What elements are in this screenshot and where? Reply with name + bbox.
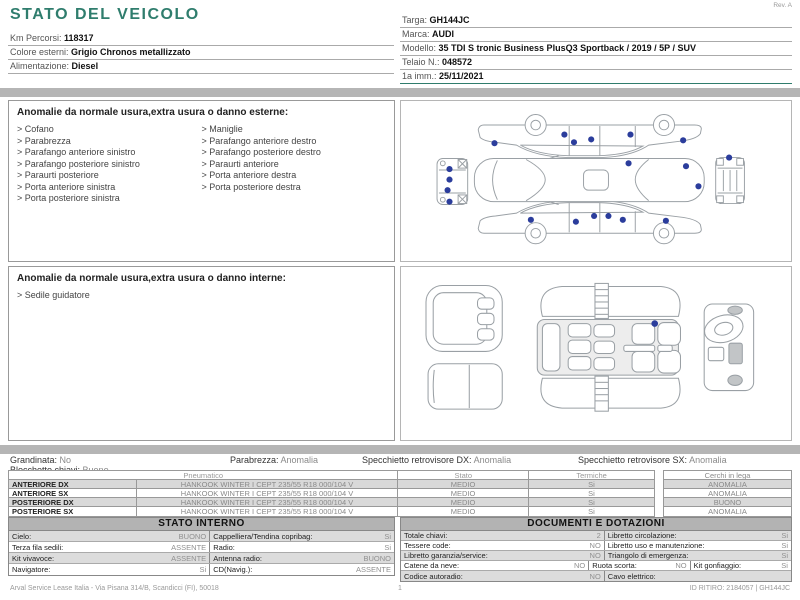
exterior-anomaly-item: > Paraurti anteriore (202, 159, 387, 171)
damage-marker-dot (695, 183, 701, 189)
field-label: Telaio N.: (402, 57, 443, 67)
damage-marker-dot (663, 218, 669, 224)
field-label: Alimentazione: (10, 61, 72, 71)
damage-marker-dot (571, 139, 577, 145)
damage-marker-dot (625, 160, 631, 166)
exterior-anomaly-item: > Parafango anteriore destro (202, 136, 387, 148)
alloy-wheel-row (664, 489, 791, 498)
tire-cell: POSTERIORE SX (9, 507, 137, 516)
documenti-row (401, 571, 791, 581)
field-prima-immatricolazione (400, 70, 792, 84)
car-front-view (437, 159, 468, 205)
tire-cell: ANTERIORE DX (9, 480, 137, 488)
summary-value: Anomalia (280, 455, 319, 465)
field-label: Targa: (402, 15, 430, 25)
interior-anomalies-panel (8, 266, 395, 441)
info-cell (690, 561, 791, 570)
info-value: BUONO (363, 553, 391, 563)
info-label: Terza fila sedili: (12, 542, 64, 552)
alloy-wheel-cell: BUONO (713, 498, 742, 506)
info-cell (9, 531, 209, 541)
info-label: Cappelliera/Tendina copribag: (213, 531, 313, 541)
damage-marker-dot (620, 217, 626, 223)
field-value: 118317 (64, 33, 94, 43)
rear-bench-view (426, 285, 502, 351)
exterior-anomaly-item: > Parabrezza (17, 136, 202, 148)
info-label: Triangolo di emergenza: (607, 551, 689, 560)
tire-header-cerchi: Cerchi in lega (704, 471, 751, 479)
exterior-damage-diagram-panel (400, 100, 792, 262)
info-label: Catene da neve: (404, 561, 460, 570)
info-label: Tessere code: (404, 541, 451, 550)
exterior-anomaly-item: > Maniglie (202, 124, 387, 136)
info-label: Kit vivavoce: (12, 553, 55, 563)
info-cell (401, 571, 604, 581)
car-top-view (474, 156, 704, 205)
footer-company: Arval Service Lease Italia - Via Pisana 314/B, Scandicci (FI), 50018 (10, 585, 219, 592)
summary-value: Anomalia (473, 455, 512, 465)
info-value: Si (384, 542, 391, 552)
info-value: NO (573, 561, 586, 570)
field-label: Colore esterni: (10, 47, 72, 57)
info-label: Libretto uso e manutenzione: (607, 541, 705, 550)
tire-cell: HANKOOK WINTER I CEPT 235/55 R18 000/104 V (137, 507, 398, 516)
documenti-row (401, 531, 791, 541)
tire-cell: MEDIO (398, 480, 529, 488)
exterior-anomalies-title: Anomalie da normale usura,extra usura o danno esterne: (17, 107, 289, 118)
info-label: Totale chiavi: (404, 531, 448, 540)
summary-label: Grandinata: (10, 455, 60, 465)
cabin-view (537, 283, 680, 411)
page-title: STATO DEL VEICOLO (10, 6, 200, 23)
info-value: 2 (596, 531, 601, 540)
info-cell (604, 531, 791, 540)
info-cell (209, 553, 394, 563)
exterior-anomalies-right-column (202, 124, 387, 205)
field-value: 35 TDI S tronic Business PlusQ3 Sportback / 2019 / 5P / SUV (438, 43, 696, 53)
field-colore-esterni (8, 46, 394, 60)
trunk-view (428, 364, 502, 409)
field-value: GH144JC (429, 15, 470, 25)
damage-marker-dot (446, 177, 452, 183)
damage-marker-dot (680, 137, 686, 143)
damage-marker-dot (591, 213, 597, 219)
alloy-wheel-cell: ANOMALIA (708, 480, 747, 488)
tire-table (8, 470, 655, 517)
info-cell (401, 561, 588, 570)
info-label: Cielo: (12, 531, 32, 541)
separator-bar (0, 445, 800, 454)
car-side-view-top (478, 114, 701, 157)
field-label: 1a imm.: (402, 71, 440, 81)
info-value: Si (781, 541, 788, 550)
info-label: Cavo elettrico: (607, 571, 656, 581)
info-label: Libretto garanzia/service: (404, 551, 488, 560)
info-cell (401, 551, 604, 560)
exterior-anomalies-panel (8, 100, 395, 262)
info-cell (9, 564, 209, 575)
info-label: CD(Navig.): (213, 565, 253, 574)
exterior-anomaly-item: > Paraurti posteriore (17, 170, 202, 182)
alloy-wheel-row (664, 507, 791, 516)
info-value: Si (781, 551, 788, 560)
info-value: Si (384, 531, 391, 541)
field-alimentazione (8, 60, 394, 74)
exterior-anomalies-lists (17, 124, 386, 205)
info-cell (604, 571, 791, 581)
alloy-wheel-cell: ANOMALIA (708, 507, 747, 516)
exterior-anomaly-item: > Porta posteriore destra (202, 182, 387, 194)
tire-row (9, 498, 654, 507)
summary-specchietto-sx (578, 455, 727, 465)
info-label: Kit gonfiaggio: (693, 561, 742, 570)
info-value: ASSENTE (171, 542, 207, 552)
info-value: ASSENTE (355, 565, 391, 574)
field-targa (400, 14, 792, 28)
info-value: NO (675, 561, 687, 570)
info-label: Libretto circolazione: (607, 531, 677, 540)
tire-cell: MEDIO (398, 489, 529, 497)
damage-marker-dot (726, 155, 732, 161)
field-label: Km Percorsi: (10, 33, 65, 43)
info-value: BUONO (178, 531, 207, 541)
info-cell (209, 564, 394, 575)
info-cell (604, 541, 791, 550)
dashboard-view (701, 304, 753, 391)
documenti-dotazioni-title: DOCUMENTI E DOTAZIONI (401, 518, 791, 531)
info-cell (9, 553, 209, 563)
separator-bar (0, 88, 800, 97)
tire-header-stato: Stato (398, 471, 529, 479)
exterior-anomaly-item: > Parafango posteriore sinistro (17, 159, 202, 171)
field-value: Diesel (71, 61, 99, 71)
info-cell (401, 541, 604, 550)
info-value: ASSENTE (171, 553, 207, 563)
field-modello (400, 42, 792, 56)
revision-label: Rev. A (773, 2, 792, 9)
info-value: Si (781, 531, 788, 540)
tire-cell: Si (588, 507, 595, 516)
footer (0, 585, 800, 597)
field-value: 048572 (442, 57, 473, 67)
alloy-wheel-row (664, 498, 791, 507)
header-right (400, 2, 792, 84)
info-value: Si (199, 565, 207, 574)
info-value: NO (589, 551, 601, 560)
damage-marker-dot (588, 136, 594, 142)
header-left (8, 6, 394, 74)
stato-interno-table (8, 517, 395, 576)
field-marca (400, 28, 792, 42)
interior-damage-diagram-panel (400, 266, 792, 441)
stato-interno-row (9, 542, 394, 553)
exterior-anomaly-item: > Cofano (17, 124, 202, 136)
info-label: Antenna radio: (213, 553, 262, 563)
summary-specchietto-dx (362, 455, 511, 465)
interior-anomalies-list (17, 290, 202, 302)
interior-anomalies-title: Anomalie da normale usura,extra usura o danno interne: (17, 273, 286, 284)
info-label: Radio: (213, 542, 235, 552)
summary-label: Specchietto retrovisore SX: (578, 455, 690, 465)
car-rear-view (716, 158, 745, 204)
tire-cell: Si (588, 480, 595, 488)
stato-interno-row (9, 553, 394, 564)
exterior-anomalies-left-column (17, 124, 202, 205)
tire-cell: Si (588, 498, 595, 506)
damage-marker-dot (573, 219, 579, 225)
documenti-dotazioni-table (400, 517, 792, 582)
info-value: NO (589, 541, 601, 550)
field-label: Modello: (402, 43, 439, 53)
field-label: Marca: (402, 29, 433, 39)
info-label: Navigatore: (12, 565, 51, 574)
car-interior-diagram (402, 269, 790, 439)
damage-marker-dot (627, 132, 633, 138)
tire-row (9, 507, 654, 516)
documenti-row (401, 551, 791, 561)
alloy-wheel-row (664, 480, 791, 489)
summary-value: No (59, 455, 72, 465)
stato-interno-title: STATO INTERNO (9, 518, 394, 531)
tire-header-termiche: Termiche (576, 471, 607, 479)
summary-label: Parabrezza: (230, 455, 281, 465)
footer-page-number: 1 (398, 585, 402, 592)
tire-row (9, 480, 654, 489)
exterior-anomaly-item: > Porta posteriore sinistra (17, 193, 202, 205)
damage-marker-dot (561, 132, 567, 138)
tire-cell: HANKOOK WINTER I CEPT 235/55 R18 000/104 V (137, 480, 398, 488)
tire-cell: HANKOOK WINTER I CEPT 235/55 R18 000/104 V (137, 489, 398, 497)
field-value: Grigio Chronos metallizzato (71, 47, 191, 57)
tire-cell: POSTERIORE DX (9, 498, 137, 506)
info-cell (588, 561, 689, 570)
exterior-anomaly-item: > Parafango posteriore destro (202, 147, 387, 159)
info-cell (604, 551, 791, 560)
car-exterior-diagram (402, 103, 790, 261)
stato-interno-row (9, 531, 394, 542)
tire-cell: ANTERIORE SX (9, 489, 137, 497)
info-cell (401, 531, 604, 540)
damage-marker-dot (651, 320, 658, 327)
field-km-percorsi (8, 32, 394, 46)
footer-id-ritiro: ID RITIRO: 2184057 | GH144JC (689, 585, 790, 592)
info-cell (209, 531, 394, 541)
tire-cell: Si (588, 489, 595, 497)
info-value: NO (589, 571, 601, 581)
field-value: AUDI (432, 29, 455, 39)
info-value: Si (781, 561, 788, 570)
summary-value: Anomalia (689, 455, 727, 465)
documenti-row (401, 541, 791, 551)
alloy-wheels-header-row (664, 471, 791, 480)
summary-label: Specchietto retrovisore DX: (362, 455, 474, 465)
tire-cell: MEDIO (398, 507, 529, 516)
damage-marker-dot (491, 140, 497, 146)
exterior-anomaly-item: > Porta anteriore sinistra (17, 182, 202, 194)
info-label: Ruota scorta: (592, 561, 637, 570)
damage-marker-dot (446, 199, 452, 205)
info-label: Codice autoradio: (404, 571, 463, 581)
exterior-anomaly-item: > Parafango anteriore sinistro (17, 147, 202, 159)
tire-table-header-row (9, 471, 654, 480)
summary-grandinata (10, 455, 71, 465)
tire-header-pneumatico: Pneumatico (9, 471, 398, 479)
tire-cell: HANKOOK WINTER I CEPT 235/55 R18 000/104 V (137, 498, 398, 506)
info-cell (9, 542, 209, 552)
damage-marker-dot (446, 166, 452, 172)
field-value: 25/11/2021 (439, 71, 484, 81)
tire-row (9, 489, 654, 498)
alloy-wheels-table (663, 470, 792, 517)
damage-marker-dot (605, 213, 611, 219)
summary-parabrezza (230, 455, 318, 465)
info-cell (209, 542, 394, 552)
damage-marker-dot (683, 163, 689, 169)
interior-anomaly-item: > Sedile guidatore (17, 290, 202, 302)
damage-marker-dot (528, 217, 534, 223)
exterior-anomaly-item: > Porta anteriore destra (202, 170, 387, 182)
tire-cell: MEDIO (398, 498, 529, 506)
alloy-wheel-cell: ANOMALIA (708, 489, 747, 497)
field-telaio (400, 56, 792, 70)
stato-interno-row (9, 564, 394, 575)
documenti-row (401, 561, 791, 571)
damage-marker-dot (445, 187, 451, 193)
